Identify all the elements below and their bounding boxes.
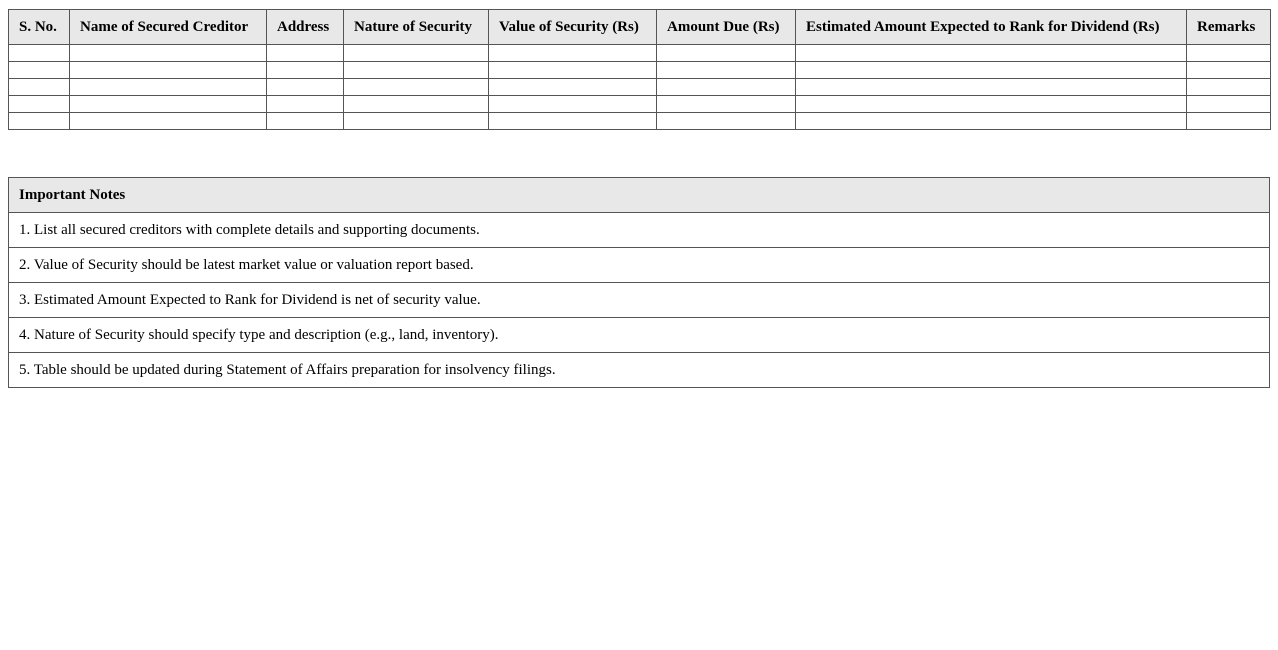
table-cell[interactable] [489,113,657,130]
header-creditor-name: Name of Secured Creditor [70,10,267,45]
table-cell[interactable] [70,79,267,96]
table-body [9,45,1271,130]
header-remarks: Remarks [1187,10,1271,45]
note-item: 1. List all secured creditors with complete details and supporting documents. [9,213,1270,248]
table-cell[interactable] [796,113,1187,130]
note-row [9,353,1270,388]
table-cell[interactable] [9,96,70,113]
table-cell[interactable] [796,62,1187,79]
table-cell[interactable] [657,96,796,113]
notes-header-row [9,178,1270,213]
table-cell[interactable] [267,62,344,79]
secured-creditors-table [8,9,1271,130]
table-cell[interactable] [267,96,344,113]
table-cell[interactable] [1187,79,1271,96]
notes-title: Important Notes [9,178,1270,213]
header-address: Address [267,10,344,45]
table-cell[interactable] [70,62,267,79]
header-s-no: S. No. [9,10,70,45]
table-cell[interactable] [267,45,344,62]
table-cell[interactable] [657,62,796,79]
table-cell[interactable] [796,45,1187,62]
table-cell[interactable] [1187,62,1271,79]
table-row [9,96,1271,113]
table-cell[interactable] [70,45,267,62]
table-cell[interactable] [489,79,657,96]
table-cell[interactable] [344,45,489,62]
table-header [9,10,1271,45]
note-row [9,318,1270,353]
table-cell[interactable] [70,113,267,130]
header-estimated-dividend-amount: Estimated Amount Expected to Rank for Dividend (Rs) [796,10,1187,45]
table-cell[interactable] [657,113,796,130]
important-notes-table [8,177,1270,388]
table-cell[interactable] [1187,96,1271,113]
table-cell[interactable] [9,45,70,62]
table-cell[interactable] [9,62,70,79]
table-cell[interactable] [344,113,489,130]
note-row [9,213,1270,248]
table-cell[interactable] [344,79,489,96]
table-row [9,79,1271,96]
table-cell[interactable] [9,113,70,130]
table-row [9,113,1271,130]
header-nature-of-security: Nature of Security [344,10,489,45]
note-item: 3. Estimated Amount Expected to Rank for Dividend is net of security value. [9,283,1270,318]
table-cell[interactable] [1187,113,1271,130]
note-item: 5. Table should be updated during Statement of Affairs preparation for insolvency filings. [9,353,1270,388]
header-amount-due: Amount Due (Rs) [657,10,796,45]
table-cell[interactable] [657,79,796,96]
table-cell[interactable] [489,62,657,79]
note-row [9,283,1270,318]
table-cell[interactable] [344,62,489,79]
table-cell[interactable] [9,79,70,96]
table-cell[interactable] [489,45,657,62]
header-row [9,10,1271,45]
table-cell[interactable] [344,96,489,113]
table-row [9,62,1271,79]
table-cell[interactable] [657,45,796,62]
table-cell[interactable] [267,79,344,96]
table-cell[interactable] [796,96,1187,113]
note-item: 4. Nature of Security should specify type and description (e.g., land, inventory). [9,318,1270,353]
table-cell[interactable] [796,79,1187,96]
header-value-of-security: Value of Security (Rs) [489,10,657,45]
note-row [9,248,1270,283]
table-cell[interactable] [70,96,267,113]
table-cell[interactable] [489,96,657,113]
table-cell[interactable] [267,113,344,130]
table-row [9,45,1271,62]
note-item: 2. Value of Security should be latest market value or valuation report based. [9,248,1270,283]
table-cell[interactable] [1187,45,1271,62]
